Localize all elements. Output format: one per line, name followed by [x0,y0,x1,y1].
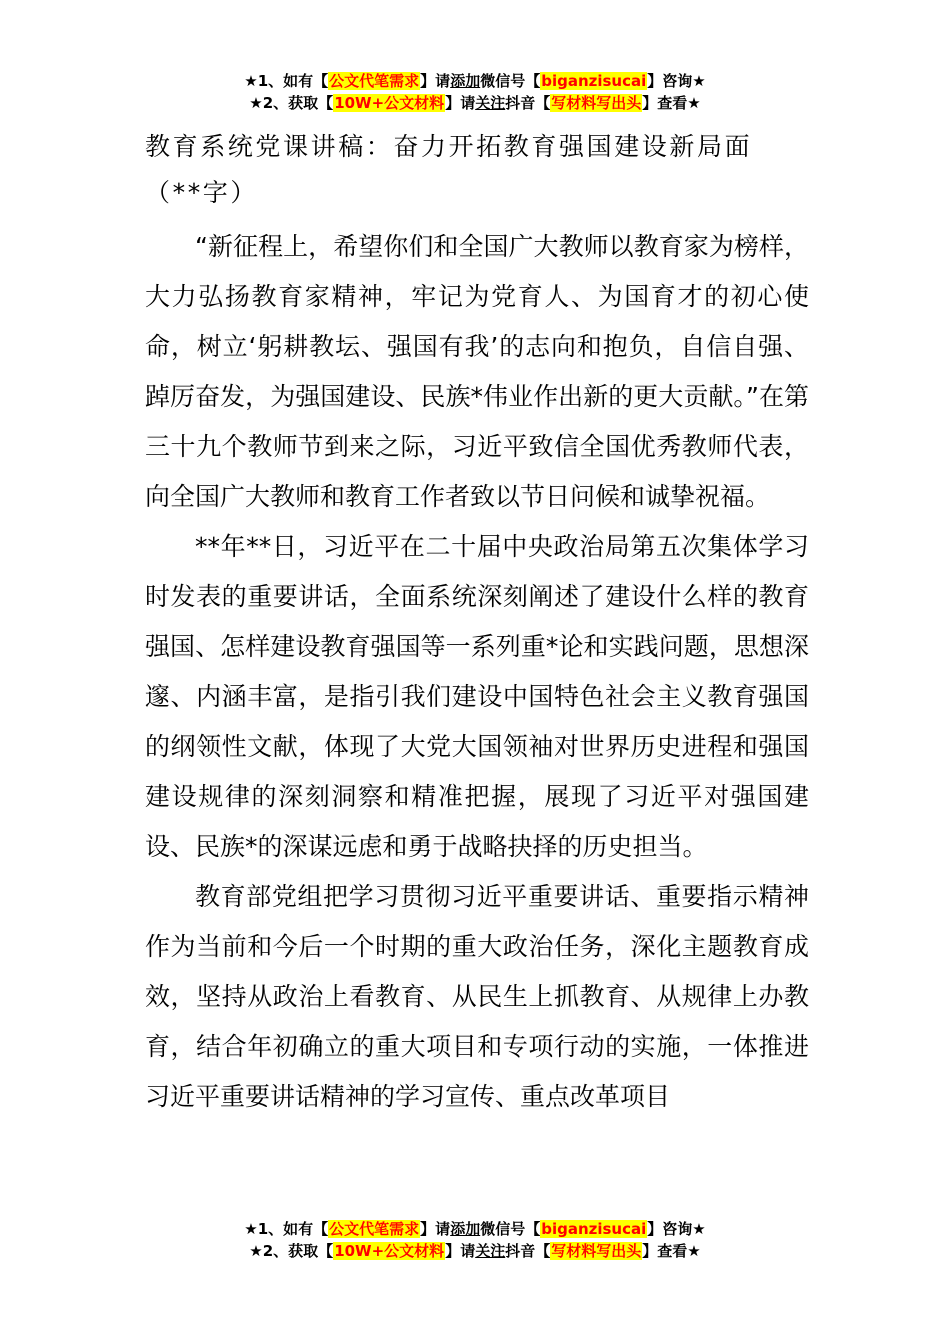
highlight-douyin-account: 写材料写出头 [551,1242,642,1260]
paragraph-3: 教育部党组把学习贯彻习近平重要讲话、重要指示精神作为当前和今后一个时期的重大政治任务，深化主题教育成效，坚持从政治上看教育、从民生上抓教育、从规律上办教育，结合年初确立的重大项目和专项行动的实施，一体推进习近平重要讲话精神的学习宣传、重点改革项目 [145,882,809,1111]
highlight-douyin-account: 写材料写出头 [551,94,642,112]
highlight-wechat-id: biganzisucai [541,72,647,90]
document-title: 教育系统党课讲稿：奋力开拓教育强国建设新局面（**字） [145,132,753,207]
paragraph-1: “新征程上，希望你们和全国广大教师以教育家为榜样，大力弘扬教育家精神，牢记为党育人、为国育才的初心使命，树立‘躬耕教坛、强国有我’的志向和抱负，自信自强、踔厉奋发，为强国建设、民族*伟业作出新的更大贡献。”在第三十九个教师节到来之际，习近平致信全国优秀教师代表，向全国广大教师和教育工作者致以节日问候和诚挚祝福。 [145,232,809,511]
banner-line-2: ★2、获取【10W+公文材料】请关注抖音【写材料写出头】查看★ [249,94,701,112]
highlight-materials: 10W+公文材料 [334,94,445,112]
highlight-wechat-id: biganzisucai [541,1220,647,1238]
highlight-service: 公文代笔需求 [329,72,420,90]
header-banner [0,70,950,114]
paragraph-2: **年**日，习近平在二十届中央政治局第五次集体学习时发表的重要讲话，全面系统深刻阐述了建设什么样的教育强国、怎样建设教育强国等一系列重*论和实践问题，思想深邃、内涵丰富，是指引我们建设中国特色社会主义教育强国的纲领性文献，体现了大党大国领袖对世界历史进程和强国建设规律的深刻洞察和精准把握，展现了习近平对强国建设、民族*的深谋远虑和勇于战略抉择的历史担当。 [145,532,809,861]
banner-line-2: ★2、获取【10W+公文材料】请关注抖音【写材料写出头】查看★ [249,1242,701,1260]
banner-line-1: ★1、如有【公文代笔需求】请添加微信号【biganzisucai】咨询★ [244,1220,706,1238]
highlight-materials: 10W+公文材料 [334,1242,445,1260]
footer-banner [0,1218,950,1262]
highlight-service: 公文代笔需求 [329,1220,420,1238]
banner-line-1: ★1、如有【公文代笔需求】请添加微信号【biganzisucai】咨询★ [244,72,706,90]
document-body [145,124,809,1122]
